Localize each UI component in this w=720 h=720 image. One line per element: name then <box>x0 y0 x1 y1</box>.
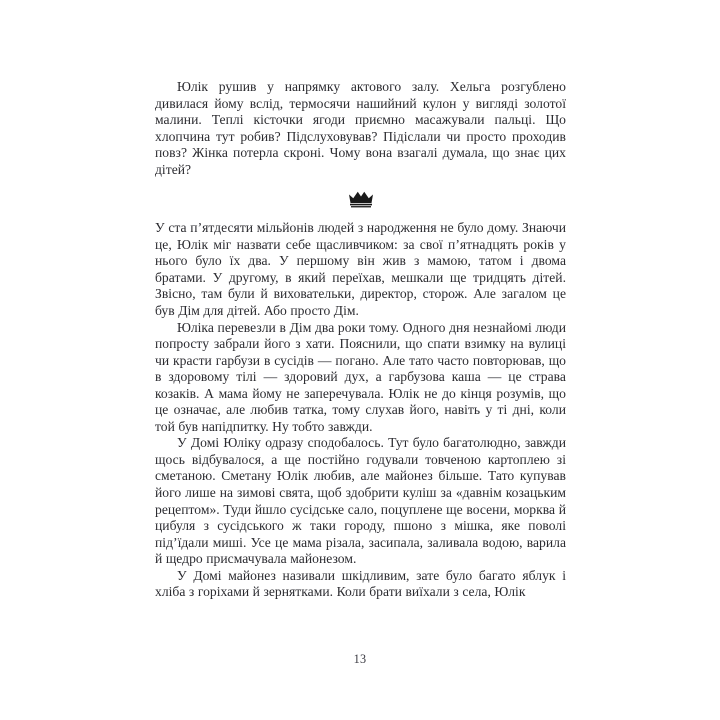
page-text-block <box>155 79 566 601</box>
paragraph-2: У ста п’ятдесяти мільйонів людей з народження не було дому. Знаючи це, Юлік міг назвати себе щасливчиком: за свої п’ятнадцять років у нього було їх два. У першому він жив з мамою, татом і двома братами. У другому, в який переїхав, мешкали ще тридцять дітей. Звісно, там були й виховательки, директор, сторож. Але загалом це був Дім для дітей. Або просто Дім. <box>155 220 566 319</box>
section-ornament <box>155 178 566 220</box>
paragraph-4: У Домі Юліку одразу сподобалось. Тут було багатолюдно, завжди щось відбувалося, а ще постійно годували товченою картоплею зі сметаною. Сметану Юлік любив, але майонез більше. Тато купував його лише на зимові свята, щоб здобрити куліш за «давнім козацьким рецептом». Туди йшло сусідське сало, поцуплене ще восени, морква й цибуля з сусідського ж таки городу, пшоно з мішка, яке поволі під’їдали миші. Усе це мама різала, засипала, заливала водою, варила й щедро присмачувала майонезом. <box>155 435 566 567</box>
crown-icon <box>348 191 374 208</box>
paragraph-5: У Домі майонез називали шкідливим, зате було багато яблук і хліба з горіхами й зернятками. Коли брати виїхали з села, Юлік <box>155 567 566 600</box>
paragraph-1: Юлік рушив у напрямку актового залу. Хельга розгублено дивилася йому вслід, термосячи нашийний кулон у вигляді золотої малини. Теплі кісточки ягоди приємно масажували пальці. Що хлопчина тут робив? Підслуховував? Підіслали чи просто проходив повз? Жінка потерла скроні. Чому вона взагалі думала, що знає цих дітей? <box>155 79 566 177</box>
paragraph-3: Юліка перевезли в Дім два роки тому. Одного дня незнайомі люди попросту забрали його з хати. Пояснили, що спати взимку на вулиці чи красти гарбузи в сусідів — погано. Але тато часто повторював, що в здоровому тілі — здоровий дух, а гарбузова каша — це страва козаків. А мама йому не заперечувала. Юлік не до кінця розумів, що це означає, але любив татка, тому слухав його, навіть у ті дні, коли той був напідпитку. Ну тобто завжди. <box>155 319 566 434</box>
page-number: 13 <box>353 652 367 666</box>
